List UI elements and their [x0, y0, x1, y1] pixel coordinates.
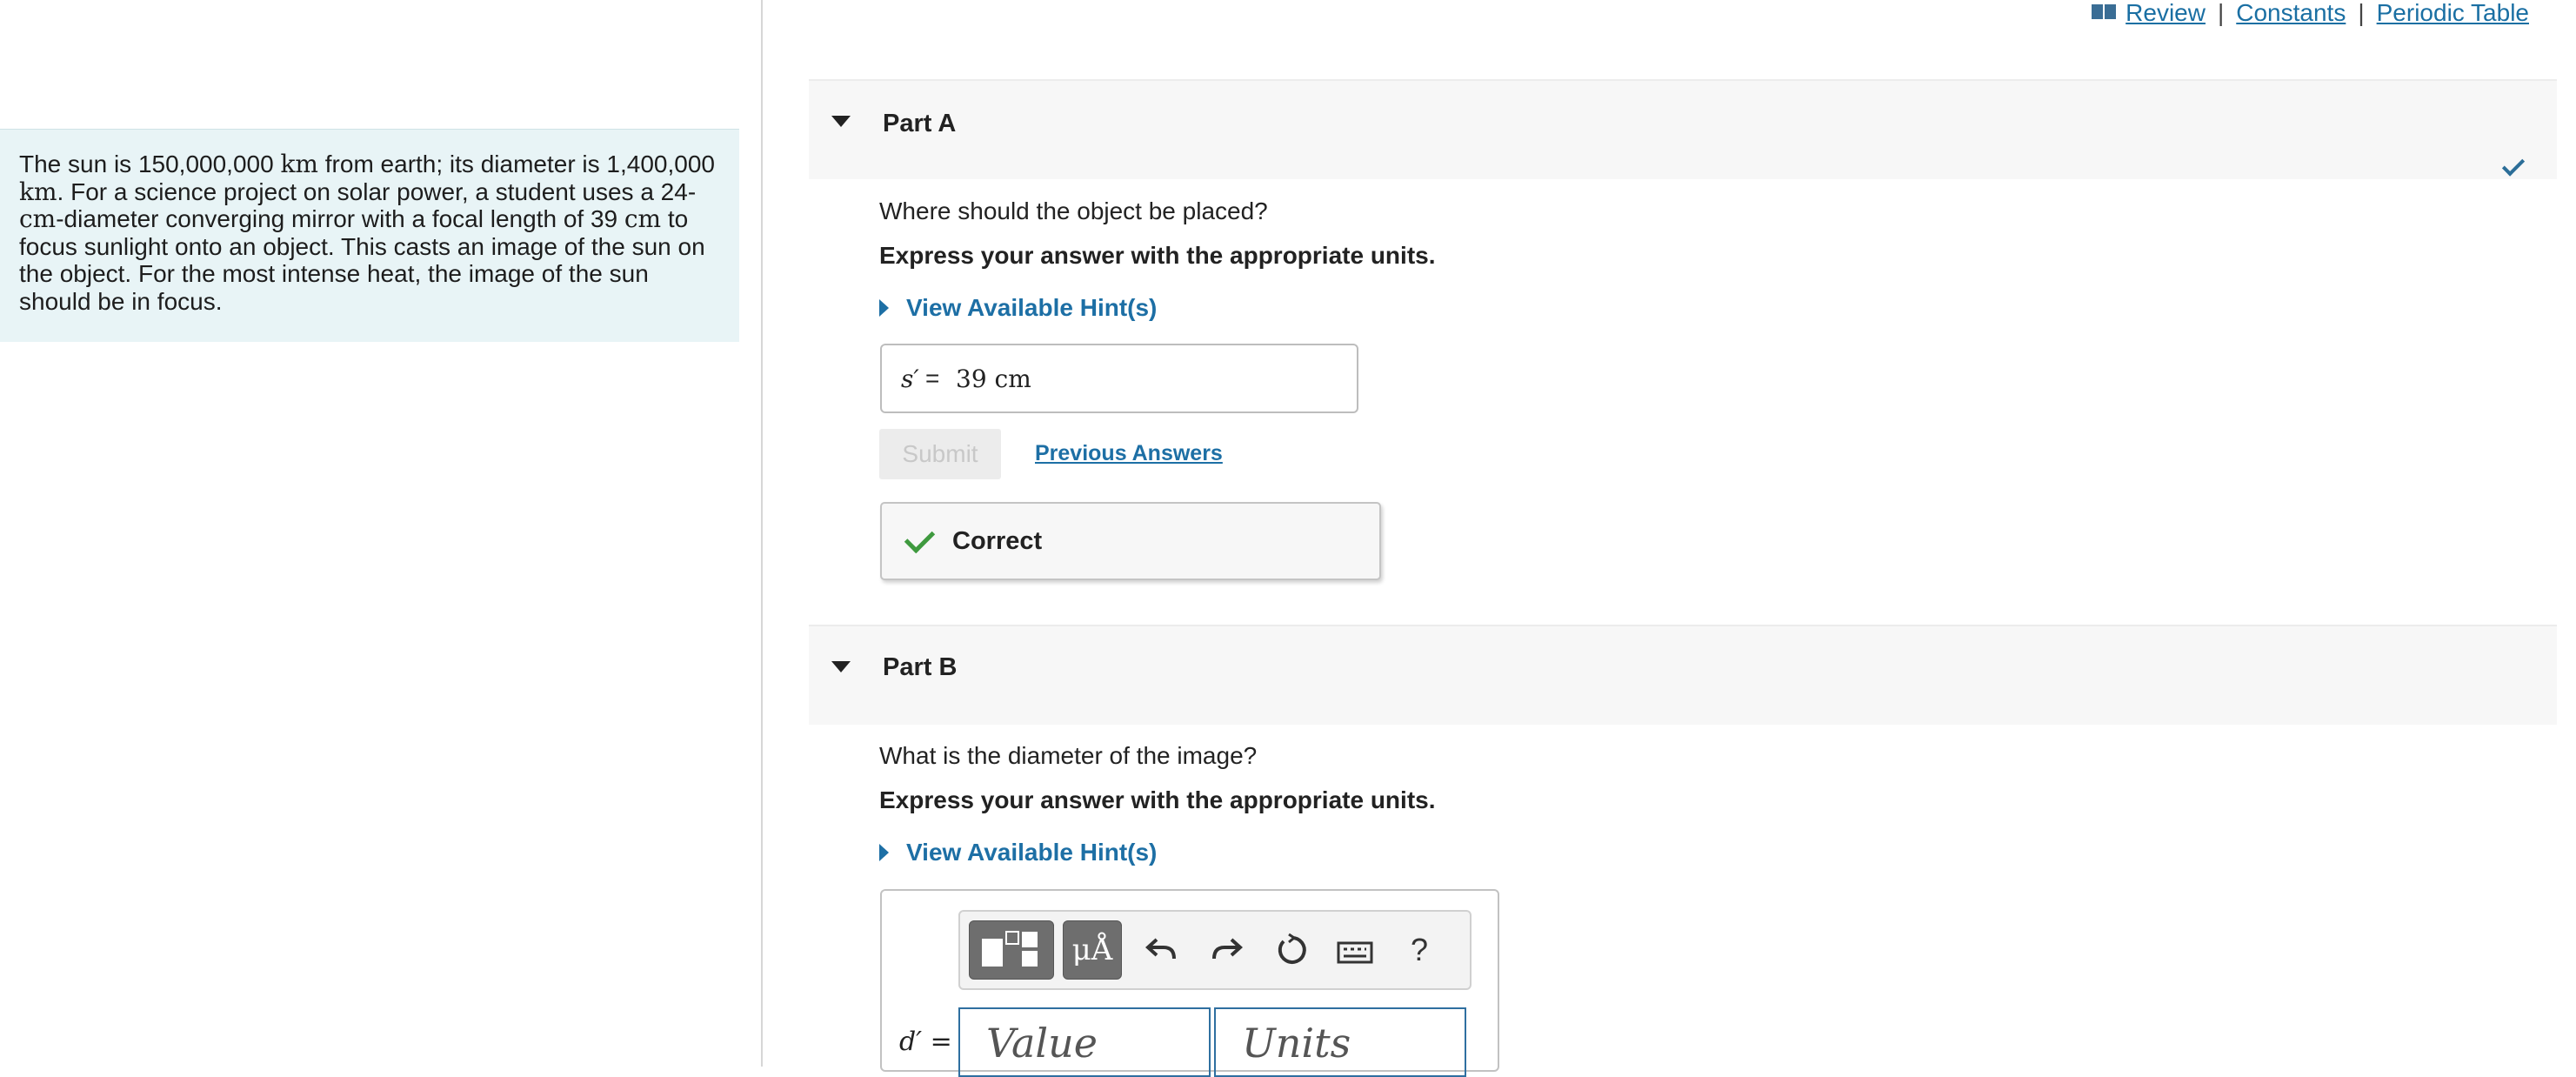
review-link[interactable]: Review	[2126, 0, 2206, 26]
resource-links	[2091, 0, 2529, 26]
reset-icon	[1273, 933, 1308, 967]
equals-sign: =	[925, 365, 940, 391]
value-input[interactable]: Value	[958, 1007, 1211, 1077]
checkmark-icon	[904, 523, 935, 553]
redo-button[interactable]	[1204, 926, 1249, 974]
problem-pane	[0, 0, 763, 1067]
book-icon	[2091, 2, 2117, 21]
answer-value: 39 cm	[956, 365, 1031, 393]
problem-text: -diameter converging mirror with a focal length of 39	[56, 205, 618, 232]
problem-statement	[0, 129, 739, 342]
part-b-hints-toggle[interactable]	[879, 839, 1157, 866]
feedback-box	[880, 502, 1381, 580]
unit-km: km	[19, 177, 57, 206]
part-a-instruction: Express your answer with the appropriate units.	[879, 242, 1436, 269]
part-b-instruction: Express your answer with the appropriate units.	[879, 786, 1436, 813]
keyboard-button[interactable]	[1332, 926, 1378, 974]
undo-icon	[1145, 933, 1179, 967]
periodic-table-link[interactable]: Periodic Table	[2376, 0, 2529, 26]
answer-editor	[880, 889, 1499, 1072]
help-icon: ?	[1410, 932, 1429, 967]
constants-link[interactable]: Constants	[2236, 0, 2346, 26]
expand-caret-icon	[879, 844, 889, 861]
reset-button[interactable]	[1268, 926, 1313, 974]
problem-text: . For a science project on solar power, a student uses a 24-	[57, 177, 697, 205]
part-a-question: Where should the object be placed?	[879, 197, 1268, 224]
part-a-hints-toggle[interactable]	[879, 294, 1157, 322]
submit-button: Submit	[879, 429, 1001, 479]
problem-text: The sun is 150,000,000	[19, 151, 274, 177]
collapse-caret-icon[interactable]	[831, 116, 851, 127]
expand-caret-icon	[879, 299, 889, 317]
part-b-header[interactable]	[809, 625, 2557, 725]
part-b-question: What is the diameter of the image?	[879, 742, 1258, 769]
units-input[interactable]: Units	[1214, 1007, 1466, 1077]
separator: |	[2217, 0, 2225, 26]
math-toolbar	[958, 910, 1472, 990]
separator: |	[2358, 0, 2365, 26]
equals-sign: =	[930, 1027, 952, 1057]
unit-km: km	[280, 150, 318, 178]
answer-label	[899, 1027, 952, 1057]
hint-label: View Available Hint(s)	[906, 294, 1158, 321]
mu-angstrom-icon: μÅ	[1071, 933, 1113, 967]
answer-variable: d′	[899, 1027, 923, 1057]
part-a-header[interactable]	[809, 79, 2557, 179]
hint-label: View Available Hint(s)	[906, 839, 1158, 866]
part-b-title: Part B	[883, 653, 958, 681]
answer-variable: s′	[901, 365, 919, 393]
undo-button[interactable]	[1139, 926, 1185, 974]
units-button[interactable]	[1063, 920, 1122, 980]
unit-cm: cm	[19, 204, 57, 233]
previous-answers-link[interactable]: Previous Answers	[1035, 441, 1223, 465]
feedback-label: Correct	[952, 527, 1043, 555]
problem-text: to focus sunlight onto an object. This casts an image of the sun on the object. For the most intense heat, the image of the sun should be in focus.	[19, 205, 705, 315]
redo-icon	[1209, 933, 1244, 967]
keyboard-icon	[1337, 933, 1373, 967]
unit-cm: cm	[624, 204, 662, 233]
help-button[interactable]	[1397, 926, 1442, 974]
problem-text: from earth; its diameter is 1,400,000	[324, 151, 715, 177]
template-icon	[970, 921, 1053, 979]
collapse-caret-icon[interactable]	[831, 661, 851, 672]
part-a-title: Part A	[883, 110, 957, 137]
template-button[interactable]	[969, 920, 1054, 980]
part-a-answer-field	[880, 344, 1358, 413]
